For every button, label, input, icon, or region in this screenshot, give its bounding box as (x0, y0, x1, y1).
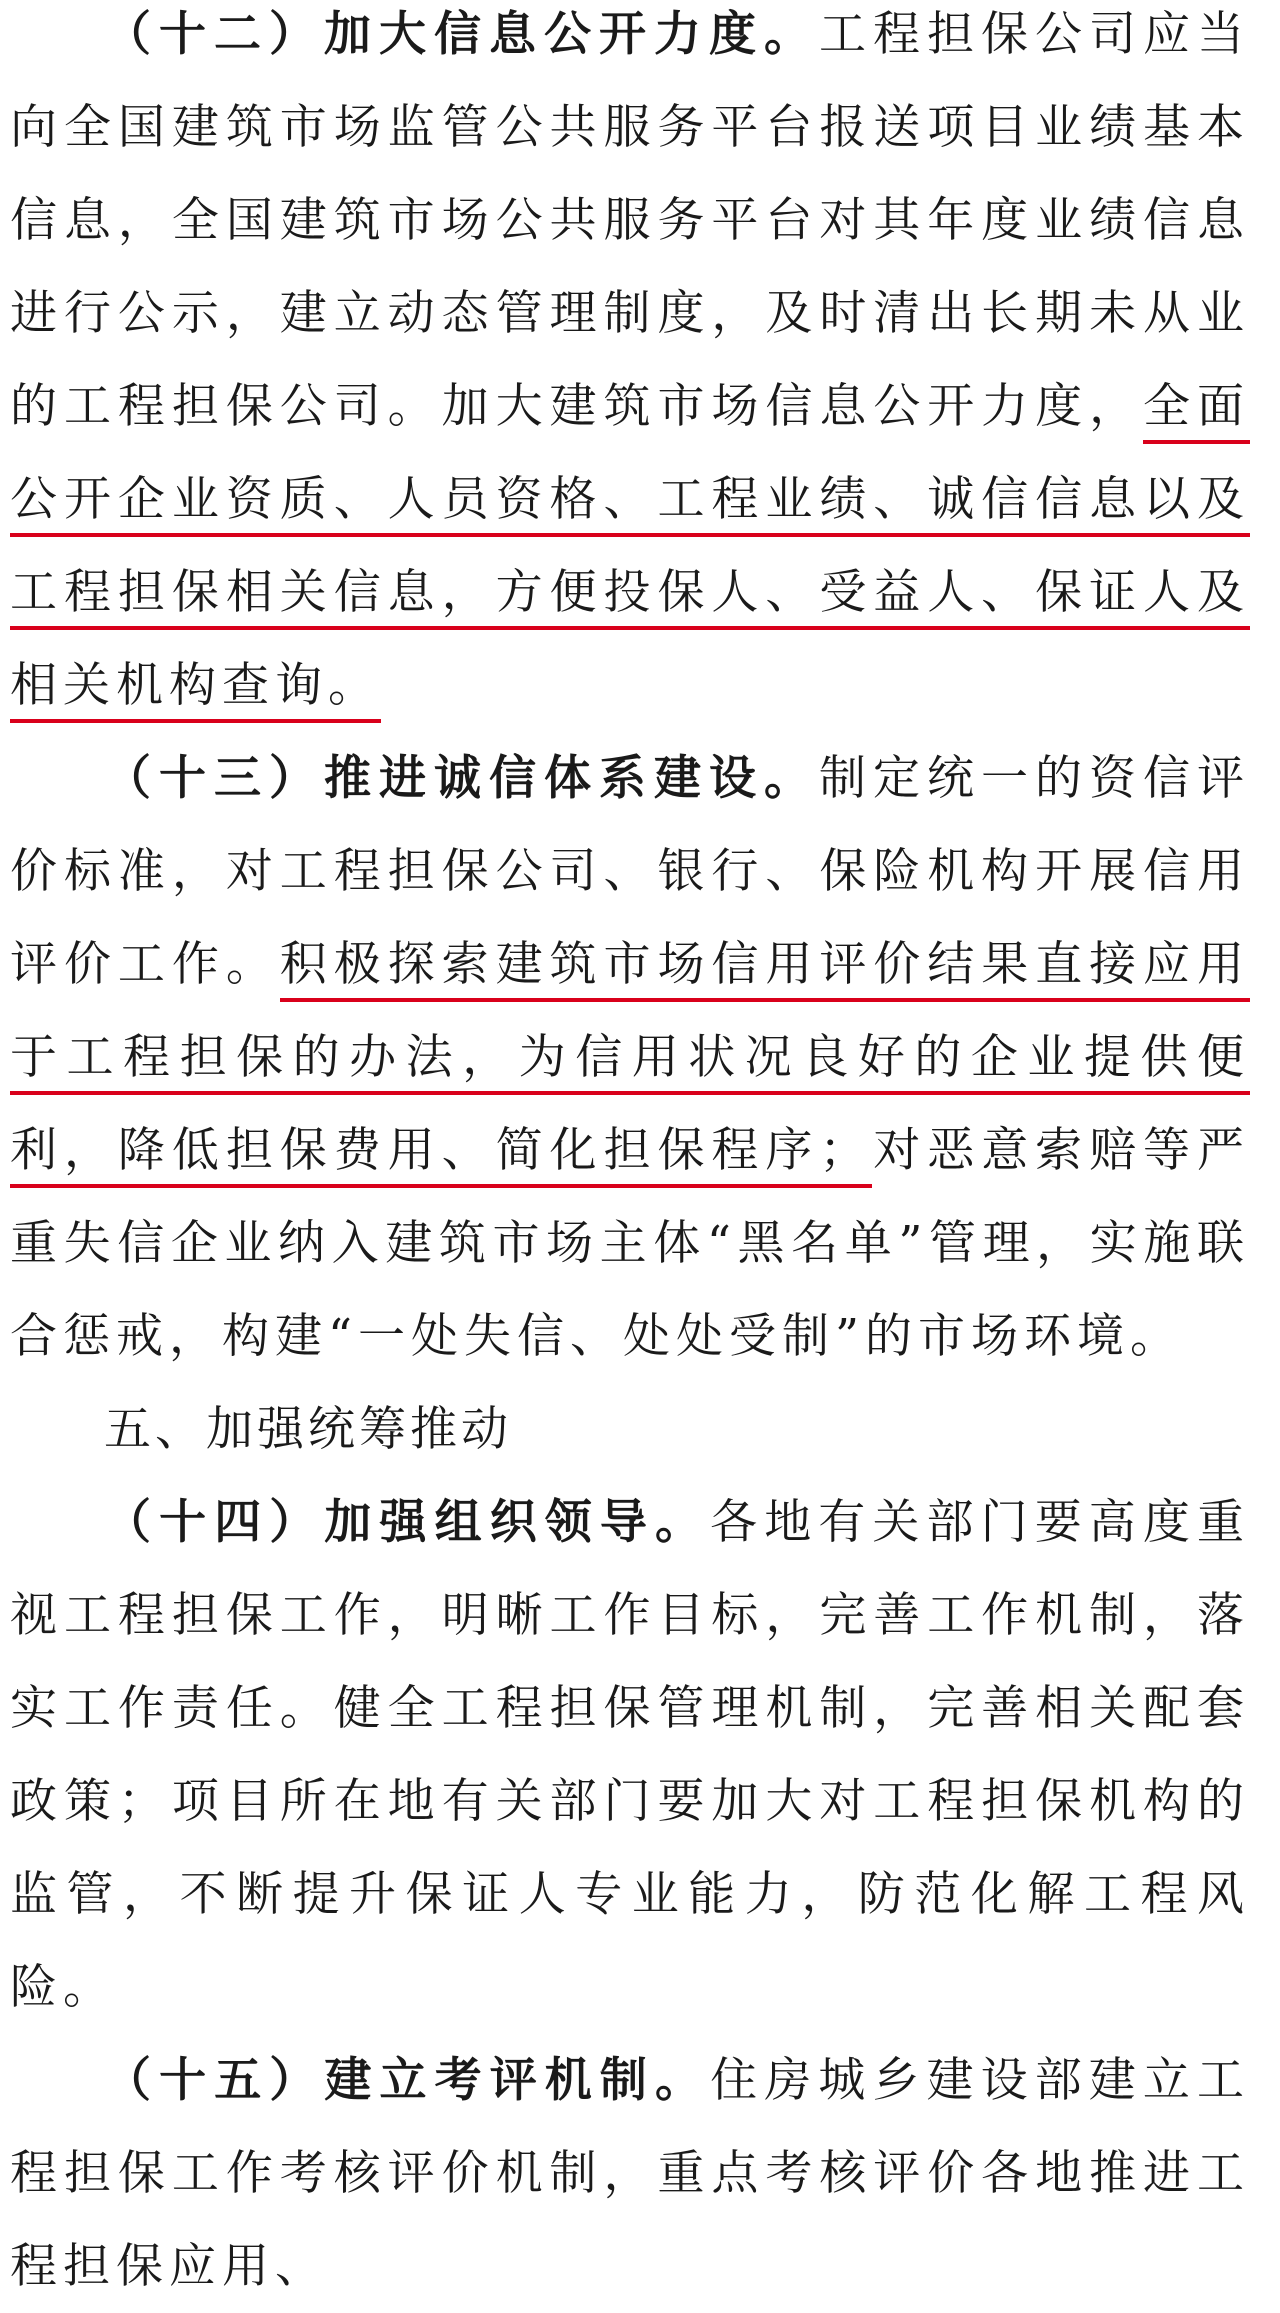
document-page (10, 0, 1250, 2313)
paragraph-12 (10, 0, 1250, 732)
paragraph-13-text-tail: 对恶意索赔等严重失信企业纳入建筑市场主体“黑名单”管理，实施联合惩戒，构建“一处失信、处处受制”的市场环境。 (10, 1123, 1251, 1364)
paragraph-14 (10, 1476, 1250, 2034)
paragraph-15-heading: （十五）建立考评机制。 (104, 2053, 711, 2108)
paragraph-15-text: 住房城乡建设部建立工程担保工作考核评价机制，重点考核评价各地推进工程担保应用、 (10, 2053, 1251, 2294)
paragraph-13-heading: （十三）推进诚信体系建设。 (104, 751, 819, 806)
paragraph-14-text: 各地有关部门要高度重视工程担保工作，明晰工作目标，完善工作机制，落实工作责任。健全工程担保管理机制，完善相关配套政策；项目所在地有关部门要加大对工程担保机构的监管，不断提升保证人专业能力，防范化解工程风险。 (10, 1495, 1251, 2015)
paragraph-12-underlined-text: 全面公开企业资质、人员资格、工程业绩、诚信信息以及工程担保相关信息，方便投保人、受益人、保证人及相关机构查询。 (10, 379, 1250, 723)
section-5-heading: 五、加强统筹推动 (104, 1402, 512, 1457)
paragraph-13-underlined-text: 积极探索建筑市场信用评价结果直接应用于工程担保的办法，为信用状况良好的企业提供便利，降低担保费用、简化担保程序； (10, 937, 1250, 1188)
paragraph-12-heading: （十二）加大信息公开力度。 (104, 7, 819, 62)
paragraph-13-text: 制定统一的资信评价标准，对工程担保公司、银行、保险机构开展信用评价工作。 (10, 751, 1250, 992)
paragraph-13 (10, 732, 1250, 1383)
paragraph-12-text: 工程担保公司应当向全国建筑市场监管公共服务平台报送项目业绩基本信息，全国建筑市场公共服务平台对其年度业绩信息进行公示，建立动态管理制度，及时清出长期未从业的工程担保公司。加大建筑市场信息公开力度， (10, 7, 1250, 434)
paragraph-14-heading: （十四）加强组织领导。 (104, 1495, 711, 1550)
paragraph-15 (10, 2034, 1250, 2313)
